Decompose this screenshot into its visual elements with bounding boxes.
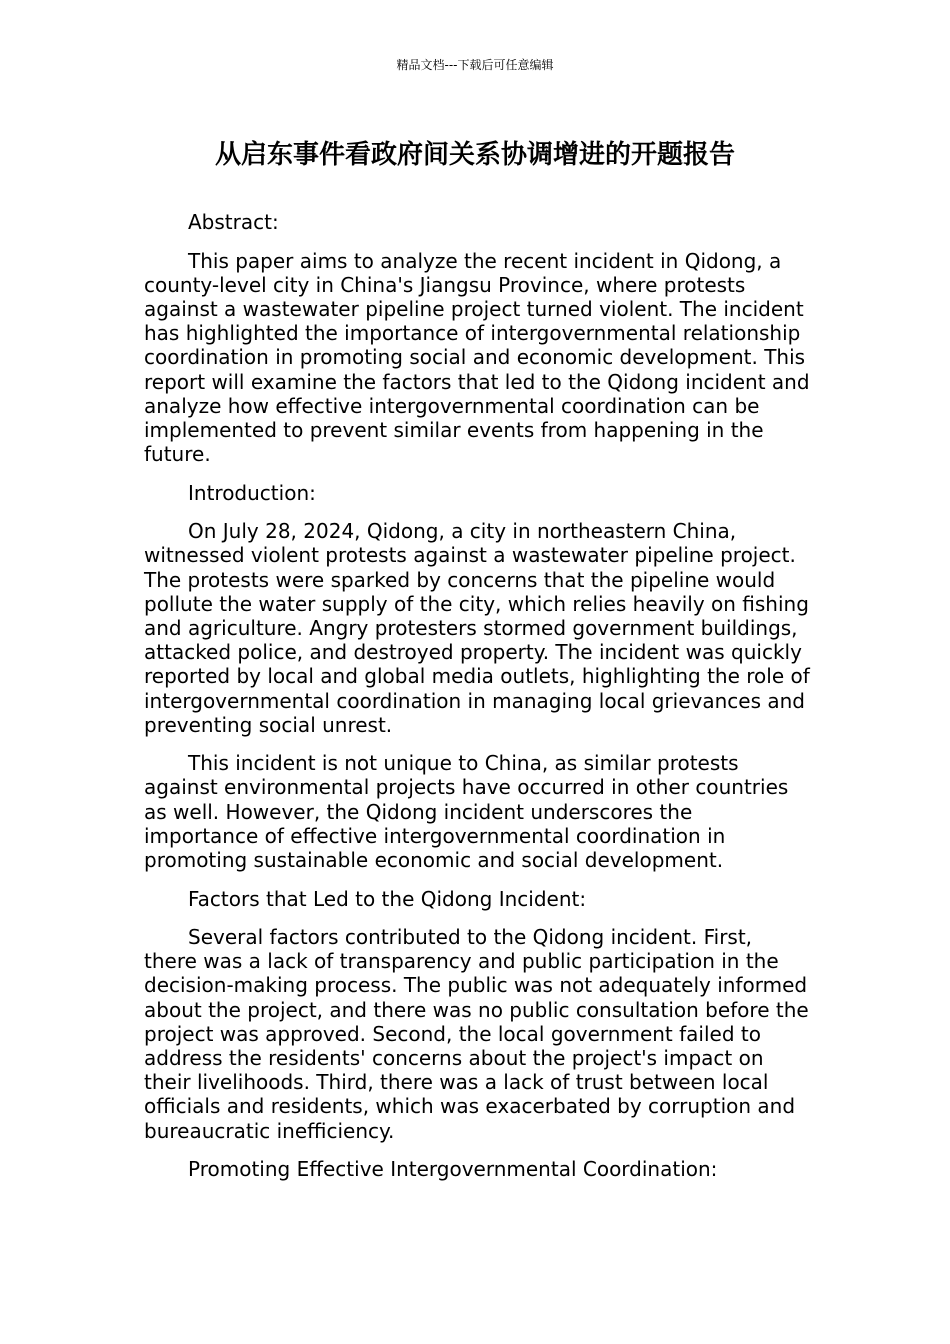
factors-heading: Factors that Led to the Qidong Incident: xyxy=(188,886,587,911)
document-title: 从启东事件看政府间关系协调增进的开题报告 xyxy=(214,140,735,170)
abstract-paragraph: This paper aims to analyze the recent incident in Qidong, a county-level city in China's Jiangsu Province, where protests against a wastewater pipeline project turned violent. The incident has highlighted the importance of intergovernmental relationship coordination in promoting social and economic development. This report will examine the factors that led to the Qidong incident and analyze how effective intergovernmental coordination can be implemented to prevent similar events from happening in the future. xyxy=(144,248,810,467)
introduction-paragraph: On July 28, 2024, Qidong, a city in northeastern China, witnessed violent protests against a wastewater pipeline project. The protests were sparked by concerns that the pipeline would pollute the water supply of the city, which relies heavily on fishing and agriculture. Angry protesters stormed government buildings, attacked police, and destroyed property. The incident was quickly reported by local and global media outlets, highlighting the role of intergovernmental coordination in managing local grievances and preventing social unrest. xyxy=(144,519,810,737)
factors-paragraph: Several factors contributed to the Qidong incident. First, there was a lack of transparency and public participation in the decision-making process. The public was not adequately informed about the project, and there was no public consultation before the project was approved. Second, the local government failed to address the residents' concerns about the project's impact on their livelihoods. Third, there was a lack of trust between local officials and residents, which was exacerbated by corruption and bureaucratic inefficiency. xyxy=(144,925,809,1143)
document-body xyxy=(144,210,810,1196)
introduction-heading: Introduction: xyxy=(188,480,316,505)
header-note: 精品文档---下载后可任意编辑 xyxy=(396,58,554,72)
coordination-heading: Promoting Effective Intergovernmental Coordination: xyxy=(188,1157,718,1182)
abstract-heading: Abstract: xyxy=(188,210,279,234)
context-paragraph: This incident is not unique to China, as similar protests against environmental projects have occurred in other countries as well. However, the Qidong incident underscores the importance of effective intergovernmental coordination in promoting sustainable economic and social development. xyxy=(144,751,789,873)
